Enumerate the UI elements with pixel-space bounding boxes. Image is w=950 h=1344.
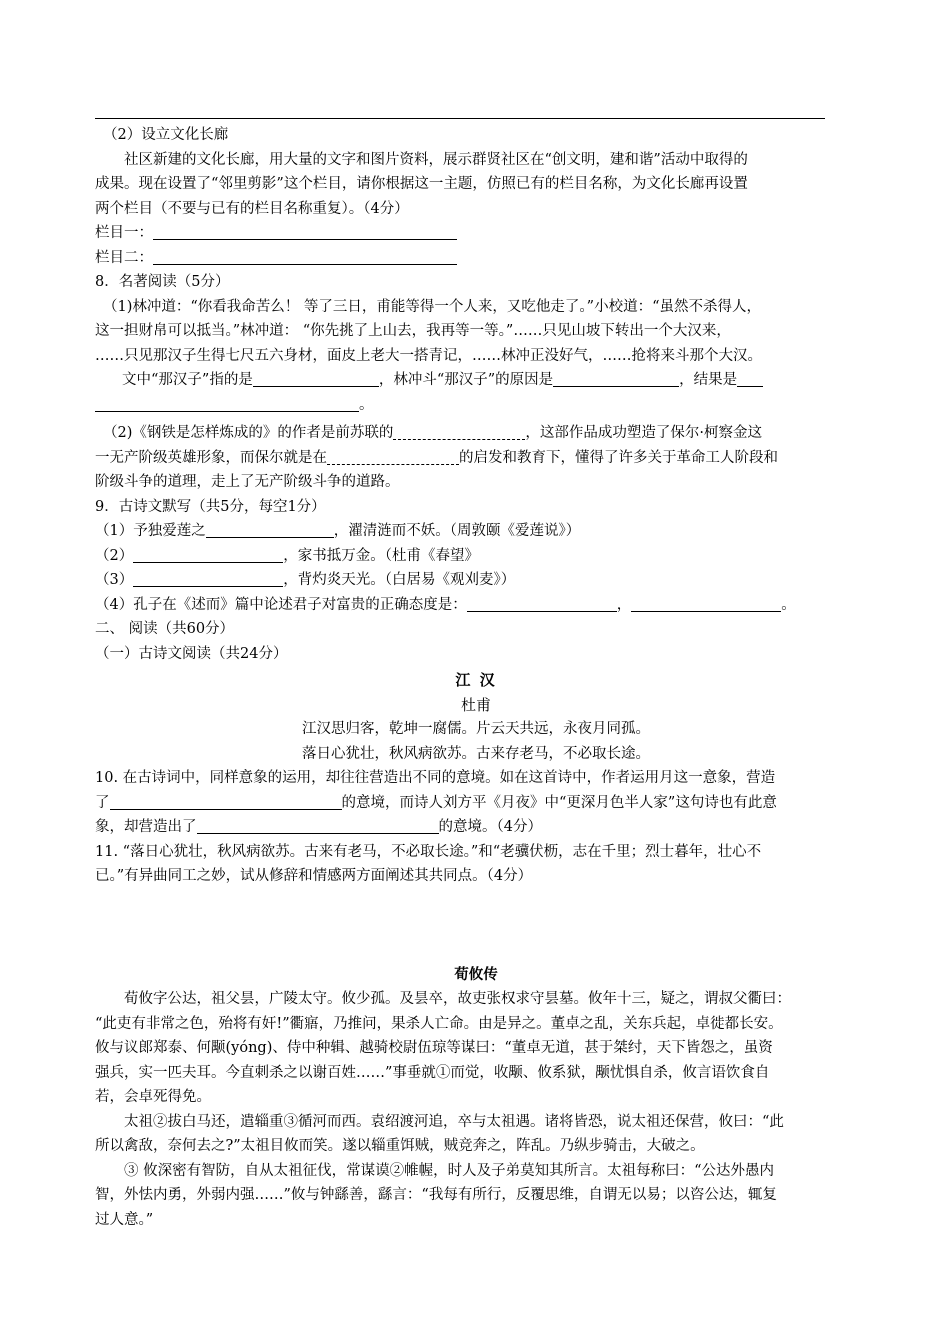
answer-blank[interactable] xyxy=(467,595,617,612)
answer-blank[interactable] xyxy=(197,817,439,834)
answer-blank[interactable] xyxy=(133,570,283,587)
paragraph-line: 太祖②拔白马还，遣辎重③循河而西。袁绍渡河追，卒与太祖遇。诸将皆恐，说太祖还保营，攸曰：“此 xyxy=(124,1113,784,1130)
answer-blank[interactable] xyxy=(393,423,525,440)
fill-in-line xyxy=(95,544,857,569)
answer-blank[interactable] xyxy=(327,448,459,465)
paragraph-line: 过人意。” xyxy=(95,1211,154,1228)
answer-blank[interactable] xyxy=(553,370,679,387)
paragraph-line: 攸与议郎郑泰、何颙(yóng)、侍中种辑、越骑校尉伍琼等谋曰：“董卓无道，甚于桀纣，天下皆怨之，虽资 xyxy=(95,1040,773,1056)
answer-blank[interactable] xyxy=(631,595,781,612)
paragraph-line: 已。”有异曲同工之妙，试从修辞和情感两方面阐述其共同点。（4分） xyxy=(95,868,533,884)
paragraph-line: （1)林冲道：“你看我命苦么！ 等了三日，甫能等得一个人来，又吃他走了。”小校道：“虽然不杀得人， xyxy=(103,298,761,315)
answer-blank[interactable] xyxy=(110,793,342,810)
question-text: 了 xyxy=(95,794,110,811)
paragraph-line: 社区新建的文化长廊，用大量的文字和图片资料，展示群贤社区在“创文明，建和谐”活动中取得的 xyxy=(124,151,748,168)
question-text: 的意境，而诗人刘方平《月夜》中“更深月色半人家”这句诗也有此意 xyxy=(341,794,777,811)
fill-in-line xyxy=(95,368,857,393)
paragraph-line: 两个栏目（不要与已有的栏目名称重复）。（4分） xyxy=(95,200,409,217)
question-text: （2)《钢铁是怎样炼成的》的作者是前苏联的 xyxy=(103,425,394,441)
column-field-2 xyxy=(95,246,857,271)
question-text: ，林冲斗“那汉子”的原因是 xyxy=(378,372,554,388)
fill-in-line xyxy=(95,568,857,593)
section-heading: 二、 阅读（共60分） xyxy=(95,621,235,637)
fill-in-line xyxy=(95,593,857,618)
column-field-1 xyxy=(95,221,857,246)
fill-in-line xyxy=(95,446,857,471)
question-text: 的意境。（4分） xyxy=(438,819,542,835)
subsection-heading: （一）古诗文阅读（共24分） xyxy=(95,645,288,662)
paragraph-line: 智，外怯内勇，外弱内强……”攸与钟繇善，繇言：“我每有所行，反覆思维，自谓无以易；以咨公达，辄复 xyxy=(95,1187,777,1203)
answer-blank[interactable] xyxy=(153,248,457,265)
paragraph-line: 成果。现在设置了“邻里剪影”这个栏目，请你根据这一主题，仿照已有的栏目名称，为文化长廊再设置 xyxy=(95,176,748,192)
paragraph-line: 若，会卓死得免。 xyxy=(95,1089,211,1105)
paragraph-line: 所以禽敌，奈何去之?”太祖目攸而笑。遂以辎重饵贼，贼竞奔之，阵乱。乃纵步骑击，大破之。 xyxy=(95,1138,705,1154)
fill-in-line xyxy=(95,815,857,840)
fill-in-line xyxy=(95,519,857,544)
passage-title: 荀攸传 xyxy=(454,966,498,983)
question-text: 一无产阶级英雄形象，而保尔就是在 xyxy=(95,449,327,466)
field-label: 栏目一： xyxy=(95,225,153,241)
fill-in-line xyxy=(95,791,857,816)
fill-in-line xyxy=(95,421,857,446)
answer-blank[interactable] xyxy=(95,395,359,412)
question-text: 的启发和教育下，懂得了许多关于革命工人阶段和 xyxy=(459,449,778,466)
paragraph-line: ……只见那汉子生得七尺五六身材，面皮上老大一搭青记，……林冲正没好气，……抢将来斗那个大汉。 xyxy=(95,347,762,364)
paragraph-line: 11. “落日心犹壮，秋风病欲苏。古来有老马，不必取长途。”和“老骥伏枥，志在千里；烈士暮年，壮心不 xyxy=(95,843,762,860)
paragraph-line: 荀攸字公达，祖父昙，广陵太守。攸少孤。及昙卒，故吏张权求守昙墓。攸年十三，疑之，谓叔父衢曰： xyxy=(124,991,791,1007)
paragraph-line: 阶级斗争的道理，走上了无产阶级斗争的道路。 xyxy=(95,474,400,490)
question-text: 象，却营造出了 xyxy=(95,819,197,835)
question-text: （3） xyxy=(95,572,134,588)
question-text: ，濯清涟而不妖。（周敦颐《爱莲说》） xyxy=(333,523,581,539)
field-label: 栏目二： xyxy=(95,249,153,266)
poem-author: 杜甫 xyxy=(460,695,491,714)
question-text: ，结果是 xyxy=(679,372,738,388)
answer-blank[interactable] xyxy=(253,370,379,387)
question-text: ， xyxy=(616,596,632,613)
question-text: （4）孔子在《述而》篇中论述君子对富贵的正确态度是： xyxy=(95,596,467,613)
poem-title: 江 汉 xyxy=(455,671,497,689)
page-content xyxy=(95,123,857,1232)
poem-line: 落日心犹壮，秋风病欲苏。古来存老马，不必取长途。 xyxy=(302,745,650,762)
question-text: ，这部作品成功塑造了保尔·柯察金这 xyxy=(525,425,762,441)
question-text: ，家书抵万金。（杜甫《春望》 xyxy=(283,547,479,564)
paragraph-line: 10. 在古诗词中，同样意象的运用，却往往营造出不同的意境。如在这首诗中，作者运用月这一意象，营造 xyxy=(95,770,776,786)
subsection-heading: （2）设立文化长廊 xyxy=(103,127,229,143)
paragraph-line: 这一担财帛可以抵当。”林冲道： “你先挑了上山去，我再等一等。”……只见山坡下转出一个大汉来， xyxy=(95,323,731,339)
paragraph-line: 强兵，实一匹夫耳。今直刺杀之以谢百姓……”事垂就①而觉，收颙、攸系狱，颙忧惧自杀，攸言语饮食自 xyxy=(95,1064,770,1081)
answer-blank[interactable] xyxy=(737,370,763,387)
fill-in-line xyxy=(95,393,857,418)
poem-line: 江汉思归客，乾坤一腐儒。片云天共远，永夜月同孤。 xyxy=(302,721,650,737)
question-text: （1）予独爱莲之 xyxy=(95,523,206,539)
answer-blank[interactable] xyxy=(133,546,283,563)
answer-blank[interactable] xyxy=(153,223,457,240)
question-heading: 8．名著阅读（5分） xyxy=(95,274,230,290)
paragraph-line: “此吏有非常之色，殆将有奸!”衢寤，乃推问，果杀人亡命。由是异之。董卓之乱，关东兵起，卓徙都长安。 xyxy=(95,1015,783,1032)
question-text: ，背灼炎天光。（白居易《观刈麦》） xyxy=(283,572,516,588)
answer-space[interactable] xyxy=(95,889,857,963)
question-text: 。 xyxy=(781,596,796,613)
question-text: 文中“那汉子”指的是 xyxy=(122,372,253,388)
question-heading: 9．古诗文默写（共5分，每空1分） xyxy=(95,498,326,515)
question-text: 。 xyxy=(359,396,374,413)
paragraph-line: ③ 攸深密有智防，自从太祖征伐，常谋谟②帷幄，时人及子弟莫知其所言。太祖每称曰：“公达外愚内 xyxy=(124,1162,775,1179)
question-text: （2） xyxy=(95,547,134,564)
answer-blank[interactable] xyxy=(206,521,334,538)
top-divider xyxy=(95,118,825,119)
